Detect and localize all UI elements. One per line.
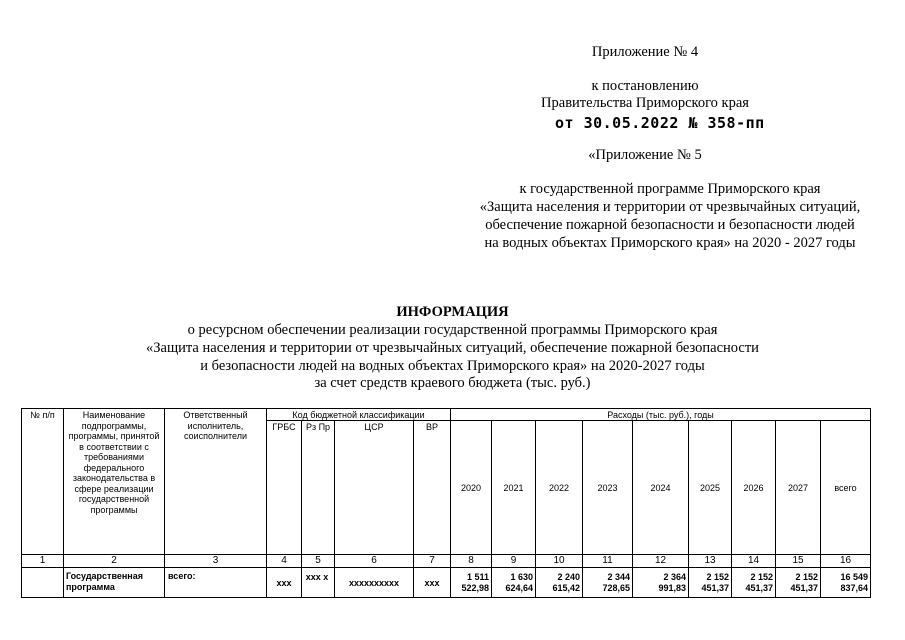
column-number: 8 <box>468 556 474 566</box>
program-line: «Защита населения и территории от чрезвычайных ситуаций, <box>479 199 861 215</box>
header-grbs: ГРБС <box>272 422 296 432</box>
header-num: № п/п <box>30 410 55 420</box>
table-border <box>535 420 536 597</box>
row-rzpr: ххх х <box>305 572 329 582</box>
row-program-name: Государственная программа <box>66 571 143 592</box>
column-number: 1 <box>39 556 46 566</box>
header-year: 2026 <box>743 483 764 493</box>
column-number: 11 <box>602 556 613 566</box>
program-line: на водных объектах Приморского края» на 2020 - 2027 годы <box>484 235 856 251</box>
column-number: 4 <box>281 556 287 566</box>
column-number: 10 <box>553 556 565 566</box>
row-grbs: ххх <box>276 578 292 588</box>
table-border <box>450 408 451 597</box>
table-border <box>334 420 335 597</box>
table-border <box>582 420 583 597</box>
appendix-number: Приложение № 4 <box>591 44 699 60</box>
table-border <box>688 420 689 597</box>
program-line: к государственной программе Приморского края <box>519 181 821 197</box>
header-rzpr: Рз Пр <box>305 422 331 432</box>
header-csr: ЦСР <box>364 422 384 432</box>
column-number: 5 <box>315 556 321 566</box>
header-year: 2022 <box>548 483 570 493</box>
row-value-2024: 2 364 991,83 <box>658 572 686 593</box>
table-border <box>413 420 414 597</box>
header-kbk: Код бюджетной классификации <box>292 410 425 420</box>
table-border <box>266 408 267 597</box>
appendix5-number: «Приложение № 5 <box>588 147 702 163</box>
column-number: 6 <box>371 556 377 566</box>
info-line: за счет средств краевого бюджета (тыс. руб.) <box>314 375 591 391</box>
row-value-2026: 2 152 451,37 <box>745 572 773 593</box>
table-border <box>775 420 776 597</box>
table-border <box>820 420 821 597</box>
table-border <box>21 567 871 568</box>
column-number: 12 <box>654 556 667 566</box>
column-number: 9 <box>510 556 517 566</box>
row-value-2022: 2 240 615,42 <box>552 572 580 593</box>
header-expenses: Расходы (тыс. руб.), годы <box>607 410 714 420</box>
table-border <box>870 408 871 597</box>
header-total: всего <box>834 483 857 493</box>
to-resolution: к постановлению <box>591 78 699 94</box>
table-border <box>731 420 732 597</box>
program-line: обеспечение пожарной безопасности и безопасности людей <box>485 217 855 233</box>
government-name: Правительства Приморского края <box>541 95 749 111</box>
column-number: 15 <box>792 556 804 566</box>
row-executor: всего: <box>168 571 196 581</box>
table-border <box>63 408 64 597</box>
info-line: о ресурсном обеспечении реализации государственной программы Приморского края <box>187 322 718 338</box>
header-vr: ВР <box>425 422 438 432</box>
table-border <box>21 597 871 598</box>
table-border <box>632 420 633 597</box>
column-number: 3 <box>212 556 219 566</box>
row-vr: ххх <box>424 578 440 588</box>
table-border <box>491 420 492 597</box>
info-line: и безопасности людей на водных объектах Приморского края» на 2020-2027 годы <box>200 358 705 374</box>
table-border <box>21 554 871 555</box>
header-year: 2021 <box>503 483 524 493</box>
column-number: 2 <box>111 556 117 566</box>
column-number: 13 <box>704 556 716 566</box>
info-title: ИНФОРМАЦИЯ <box>396 304 509 320</box>
resolution-date-number: от 30.05.2022 № 358-пп <box>555 114 765 132</box>
row-csr: хххххххххх <box>348 578 400 588</box>
table-border <box>301 420 302 597</box>
header-year: 2023 <box>597 483 618 493</box>
header-name: Наименование подпрограммы, программы, принятой в соответствии с требованиями федерального законодательства в сфере реализации государственной программы <box>68 410 160 515</box>
header-year: 2020 <box>460 483 482 493</box>
header-executor: Ответственный исполнитель, соисполнители <box>183 410 248 441</box>
row-value-2023: 2 344 728,65 <box>602 572 630 593</box>
row-value-2021: 1 630 624,64 <box>505 572 533 593</box>
row-value-2027: 2 152 451,37 <box>790 572 818 593</box>
header-year: 2024 <box>650 483 671 493</box>
column-number: 14 <box>747 556 760 566</box>
header-year: 2025 <box>699 483 721 493</box>
table-border <box>164 408 165 597</box>
row-value-total: 16 549 837,64 <box>840 572 868 593</box>
column-number: 16 <box>839 556 852 566</box>
table-border <box>21 408 871 409</box>
info-line: «Защита населения и территории от чрезвычайных ситуаций, обеспечение пожарной безопасности <box>146 340 759 356</box>
row-value-2020: 1 511 522,98 <box>461 572 489 593</box>
header-year: 2027 <box>787 483 809 493</box>
column-number: 7 <box>429 556 435 566</box>
table-border <box>21 408 22 597</box>
row-value-2025: 2 152 451,37 <box>701 572 729 593</box>
